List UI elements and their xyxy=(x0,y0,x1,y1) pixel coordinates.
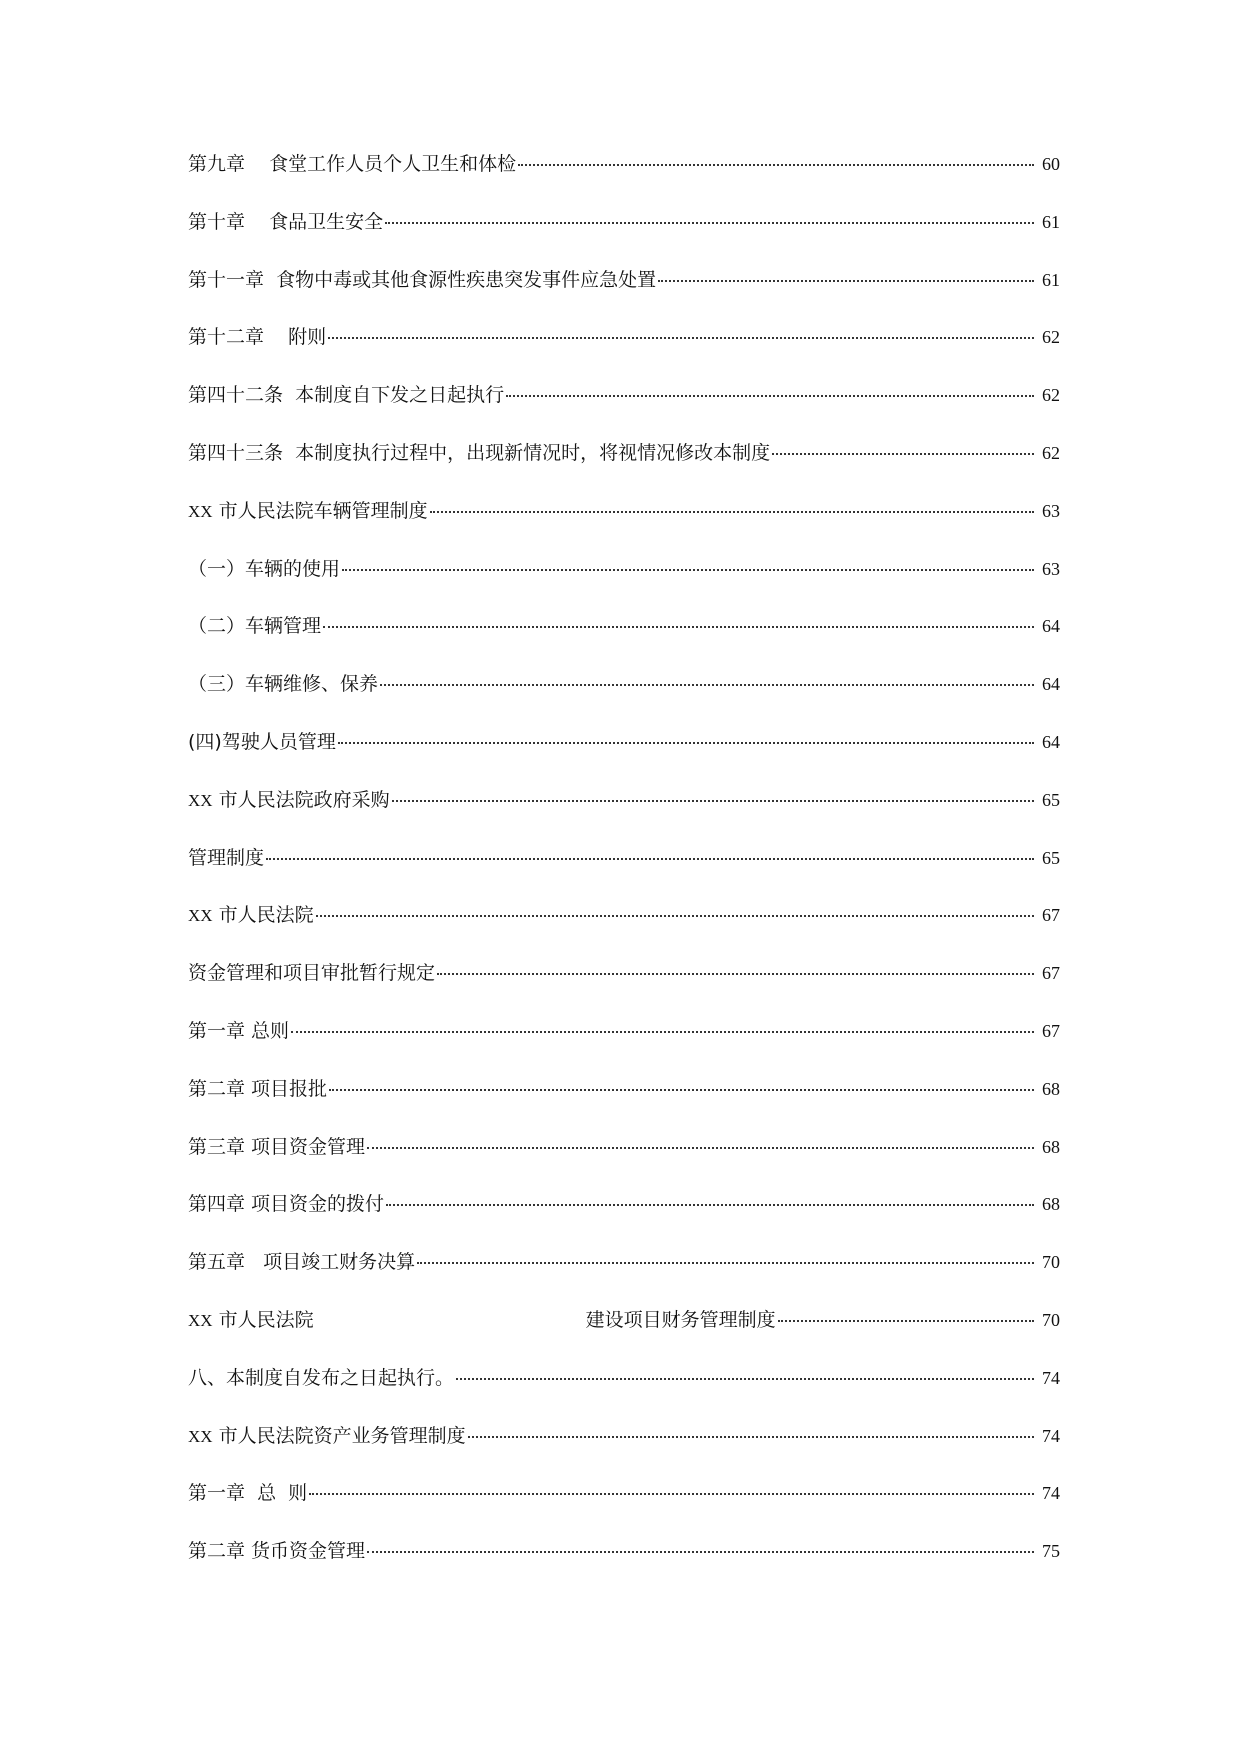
toc-entry[interactable] xyxy=(188,325,1060,383)
toc-page-number: 63 xyxy=(1042,558,1060,579)
toc-entry-label: 第十章 食品卫生安全 xyxy=(188,210,384,233)
toc-page-number: 67 xyxy=(1042,905,1060,926)
dot-leader xyxy=(392,800,1034,802)
toc-entry[interactable] xyxy=(188,730,1060,788)
dot-leader xyxy=(328,337,1034,339)
toc-page-number: 64 xyxy=(1042,616,1060,637)
toc-entry-label: 第一章 总则 xyxy=(188,1019,290,1042)
toc-entry-label: 第十一章 食物中毒或其他食源性疾患突发事件应急处置 xyxy=(188,268,657,291)
toc-page-number: 70 xyxy=(1042,1309,1060,1330)
toc-page-number: 67 xyxy=(1042,1020,1060,1041)
toc-entry-label: 市人民法院 xyxy=(212,1308,314,1331)
toc-page-number: 67 xyxy=(1042,963,1060,984)
toc-page-number: 68 xyxy=(1042,1194,1060,1215)
toc-entry-label: (四)驾驶人员管理 xyxy=(188,730,336,753)
dot-leader xyxy=(367,1551,1034,1553)
dot-leader xyxy=(772,453,1034,455)
dot-leader xyxy=(468,1436,1034,1438)
dot-leader xyxy=(316,915,1034,917)
toc-entry-label: 第九章 食堂工作人员个人卫生和体检 xyxy=(188,153,517,175)
toc-page-number: 65 xyxy=(1042,789,1060,810)
toc-page-number: 68 xyxy=(1042,1136,1060,1157)
toc-entry-label: 第四章 项目资金的拨付 xyxy=(188,1193,385,1216)
toc-entry-label: 第四十二条 本制度自下发之日起执行 xyxy=(188,384,505,407)
toc-page-number: 63 xyxy=(1042,500,1060,521)
toc-entry[interactable] xyxy=(188,1077,1060,1135)
dot-leader xyxy=(367,1147,1034,1149)
toc-entry-label: 第一章 总 则 xyxy=(188,1482,308,1505)
dot-leader xyxy=(456,1378,1034,1380)
toc-entry-label: 第二章 项目报批 xyxy=(188,1077,328,1100)
dot-leader xyxy=(430,511,1034,513)
toc-page-number: 74 xyxy=(1042,1367,1060,1388)
toc-entry[interactable] xyxy=(188,846,1060,904)
dot-leader xyxy=(386,1204,1034,1206)
toc-entry[interactable] xyxy=(188,1192,1060,1250)
toc-entry[interactable] xyxy=(188,1539,1060,1597)
toc-entry-label: 第三章 项目资金管理 xyxy=(188,1135,366,1158)
toc-entry-label: （二）车辆管理 xyxy=(188,615,322,638)
toc-entry-label-continued: 建设项目财务管理制度 xyxy=(585,1308,776,1331)
toc-entry[interactable] xyxy=(188,788,1060,846)
toc-entry-label: 第二章 货币资金管理 xyxy=(188,1540,366,1563)
toc-entry-label: 资金管理和项目审批暂行规定 xyxy=(188,962,436,985)
toc-entry[interactable] xyxy=(188,1481,1060,1539)
toc-entry-prefix: XX xyxy=(188,1310,213,1330)
dot-leader xyxy=(291,1031,1034,1033)
toc-entry[interactable] xyxy=(188,672,1060,730)
dot-leader xyxy=(417,1262,1034,1264)
toc-entry[interactable] xyxy=(188,614,1060,672)
toc-page-number: 62 xyxy=(1042,385,1060,406)
toc-entry[interactable] xyxy=(188,1424,1060,1482)
toc-entry-prefix: XX xyxy=(188,501,213,521)
toc-entry-label: 第四十三条 本制度执行过程中，出现新情况时，将视情况修改本制度 xyxy=(188,441,771,464)
toc-page-number: 74 xyxy=(1042,1425,1060,1446)
toc-entry[interactable] xyxy=(188,557,1060,615)
toc-entry-label: 市人民法院车辆管理制度 xyxy=(212,499,428,522)
toc-entry-prefix: XX xyxy=(188,790,213,810)
dot-leader xyxy=(778,1320,1034,1322)
toc-entry[interactable] xyxy=(188,1366,1060,1424)
dot-leader xyxy=(342,569,1034,571)
toc-page-number: 74 xyxy=(1042,1483,1060,1504)
toc-page-number: 64 xyxy=(1042,674,1060,695)
dot-leader xyxy=(385,222,1034,224)
table-of-contents xyxy=(188,152,1060,1597)
toc-page-number: 65 xyxy=(1042,847,1060,868)
toc-entry[interactable] xyxy=(188,903,1060,961)
dot-leader xyxy=(329,1089,1034,1091)
toc-page-number: 75 xyxy=(1042,1541,1060,1562)
dot-leader xyxy=(380,684,1034,686)
dot-leader xyxy=(323,626,1034,628)
toc-page-number: 62 xyxy=(1042,327,1060,348)
dot-leader xyxy=(658,280,1034,282)
toc-page-number: 60 xyxy=(1042,154,1060,174)
toc-entry-label: 市人民法院资产业务管理制度 xyxy=(212,1424,466,1447)
toc-page-number: 62 xyxy=(1042,442,1060,463)
toc-entry[interactable] xyxy=(188,961,1060,1019)
toc-entry[interactable] xyxy=(188,268,1060,326)
dot-leader xyxy=(437,973,1034,975)
toc-entry-label: 第五章 项目竣工财务决算 xyxy=(188,1251,416,1274)
dot-leader xyxy=(518,164,1034,166)
toc-entry[interactable] xyxy=(188,210,1060,268)
toc-entry[interactable] xyxy=(188,499,1060,557)
toc-page-number: 70 xyxy=(1042,1252,1060,1273)
toc-entry-label: （三）车辆维修、保养 xyxy=(188,673,379,696)
toc-entry-label: 市人民法院 xyxy=(212,904,314,927)
toc-page-number: 68 xyxy=(1042,1078,1060,1099)
dot-leader xyxy=(266,858,1034,860)
toc-entry-label: 管理制度 xyxy=(188,846,265,869)
toc-page-number: 61 xyxy=(1042,269,1060,290)
toc-entry[interactable] xyxy=(188,383,1060,441)
toc-entry[interactable] xyxy=(188,1135,1060,1193)
toc-entry[interactable] xyxy=(188,1019,1060,1077)
toc-entry[interactable] xyxy=(188,1250,1060,1308)
toc-page-number: 61 xyxy=(1042,211,1060,232)
toc-entry-label: 八、本制度自发布之日起执行。 xyxy=(188,1366,455,1389)
toc-page-number: 64 xyxy=(1042,731,1060,752)
toc-entry[interactable] xyxy=(188,1308,1060,1366)
dot-leader xyxy=(506,395,1034,397)
toc-entry-prefix: XX xyxy=(188,906,213,926)
toc-entry[interactable] xyxy=(188,441,1060,499)
toc-entry[interactable] xyxy=(188,152,1060,210)
dot-leader xyxy=(309,1493,1034,1495)
toc-entry-label: 市人民法院政府采购 xyxy=(212,788,390,811)
toc-entry-label: 第十二章 附则 xyxy=(188,326,327,349)
toc-entry-label: （一）车辆的使用 xyxy=(188,557,341,580)
toc-entry-prefix: XX xyxy=(188,1426,213,1446)
dot-leader xyxy=(338,742,1034,744)
